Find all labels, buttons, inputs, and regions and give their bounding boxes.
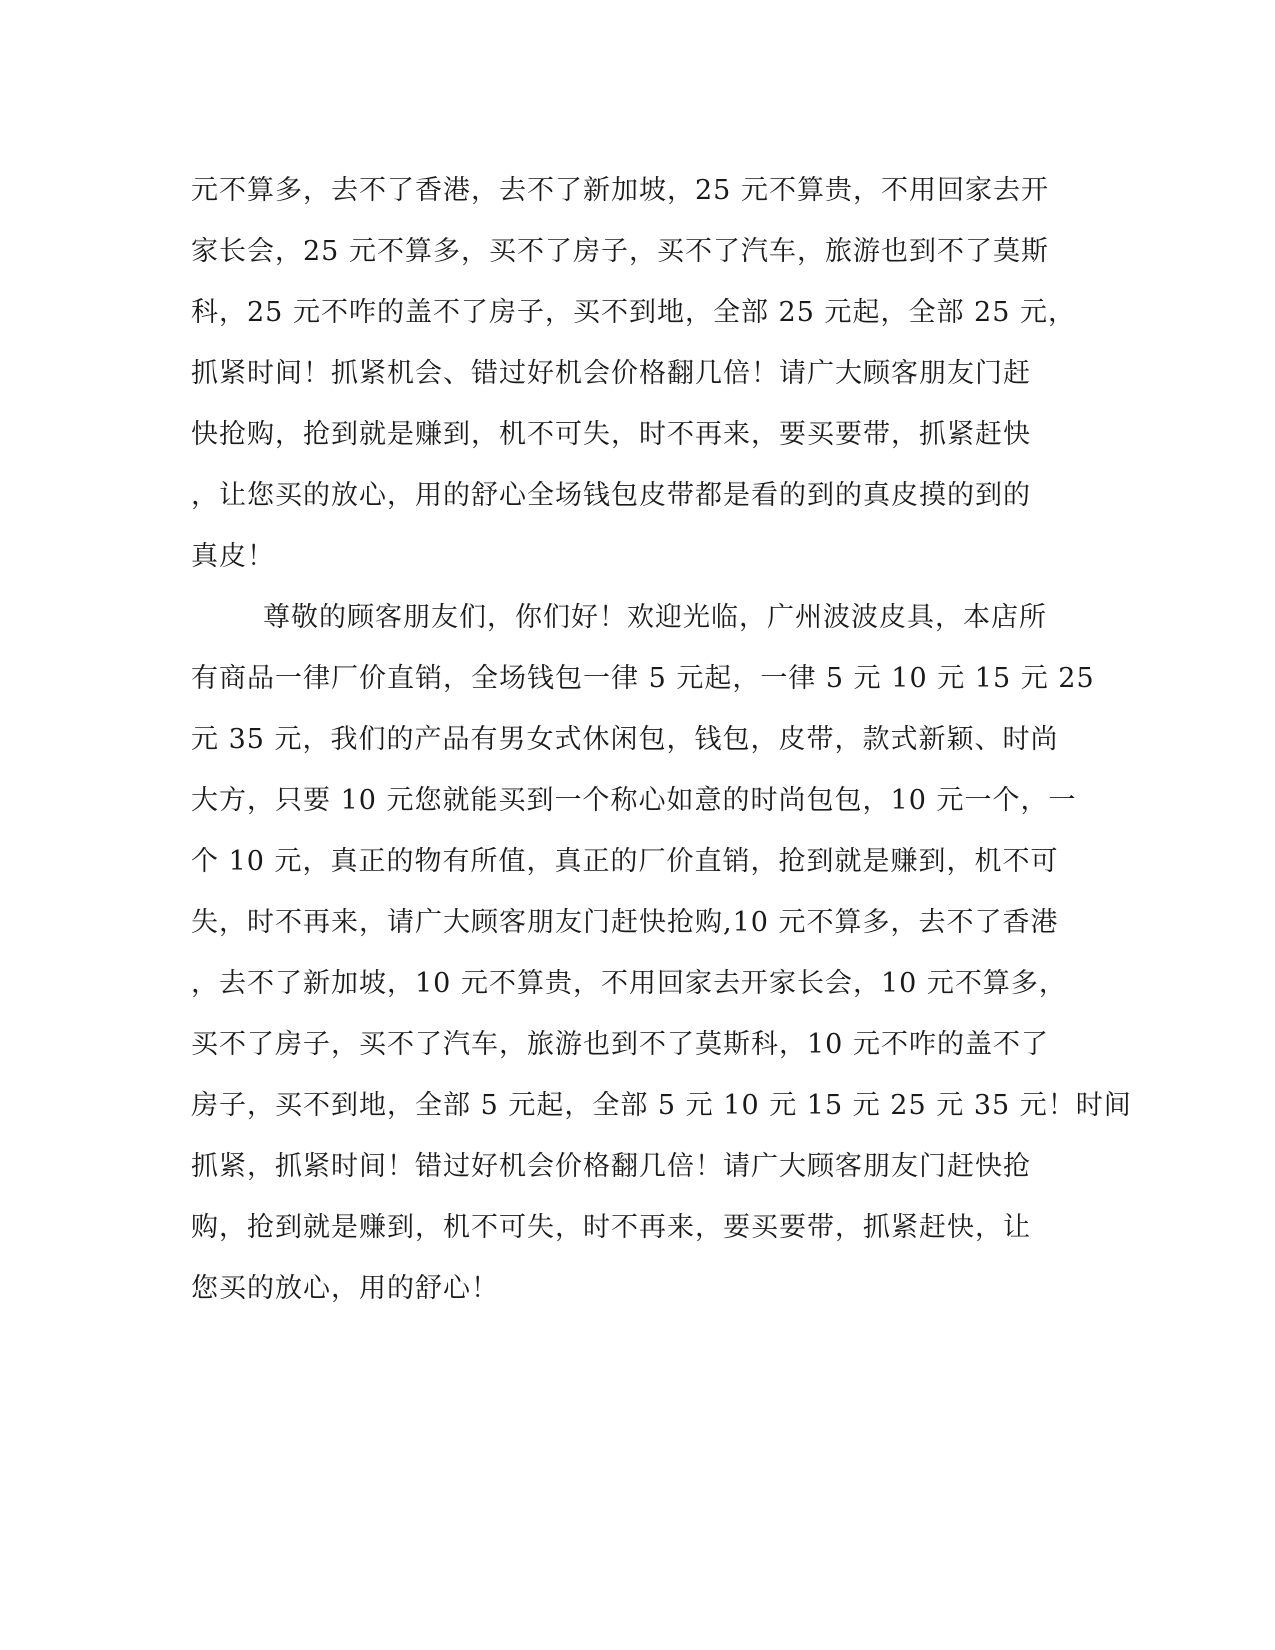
text-line: 购，抢到就是赚到，机不可失，时不再来，要买要带，抓紧赶快，让 — [191, 1212, 1031, 1243]
text-line: 个 10 元，真正的物有所值，真正的厂价直销，抢到就是赚到，机不可 — [191, 846, 1059, 877]
text-line: 科，25 元不咋的盖不了房子，买不到地，全部 25 元起，全部 25 元， — [191, 297, 1076, 328]
text-line: 元 35 元，我们的产品有男女式休闲包，钱包，皮带，款式新颖、时尚 — [191, 724, 1059, 755]
text-line: 失，时不再来，请广大顾客朋友门赶快抢购,10 元不算多，去不了香港 — [191, 907, 1059, 938]
text-line: 家长会，25 元不算多，买不了房子，买不了汽车，旅游也到不了莫斯 — [191, 236, 1049, 267]
text-line: 尊敬的顾客朋友们，你们好！欢迎光临，广州波波皮具，本店所 — [263, 602, 1047, 633]
text-line: 您买的放心，用的舒心！ — [191, 1273, 499, 1304]
text-line: 真皮！ — [191, 541, 275, 572]
text-line: ，让您买的放心，用的舒心全场钱包皮带都是看的到的真皮摸的到的 — [191, 480, 1031, 511]
document-body — [191, 160, 1132, 1319]
text-line: 大方，只要 10 元您就能买到一个称心如意的时尚包包，10 元一个，一 — [191, 785, 1077, 816]
text-line: 有商品一律厂价直销，全场钱包一律 5 元起，一律 5 元 10 元 15 元 25 — [191, 663, 1095, 694]
text-line: 元不算多，去不了香港，去不了新加坡，25 元不算贵，不用回家去开 — [191, 175, 1049, 206]
text-line: ，去不了新加坡，10 元不算贵，不用回家去开家长会，10 元不算多， — [191, 968, 1067, 999]
paragraph-1 — [191, 160, 1091, 587]
paragraph-2 — [191, 587, 1132, 1319]
text-line: 买不了房子，买不了汽车，旅游也到不了莫斯科，10 元不咋的盖不了 — [191, 1029, 1049, 1060]
text-line: 抓紧，抓紧时间！错过好机会价格翻几倍！请广大顾客朋友门赶快抢 — [191, 1151, 1031, 1182]
text-line: 房子，买不到地，全部 5 元起，全部 5 元 10 元 15 元 25 元 35 元！时间 — [191, 1090, 1132, 1121]
text-line: 快抢购，抢到就是赚到，机不可失，时不再来，要买要带，抓紧赶快 — [191, 419, 1031, 450]
text-line: 抓紧时间！抓紧机会、错过好机会价格翻几倍！请广大顾客朋友门赶 — [191, 358, 1031, 389]
